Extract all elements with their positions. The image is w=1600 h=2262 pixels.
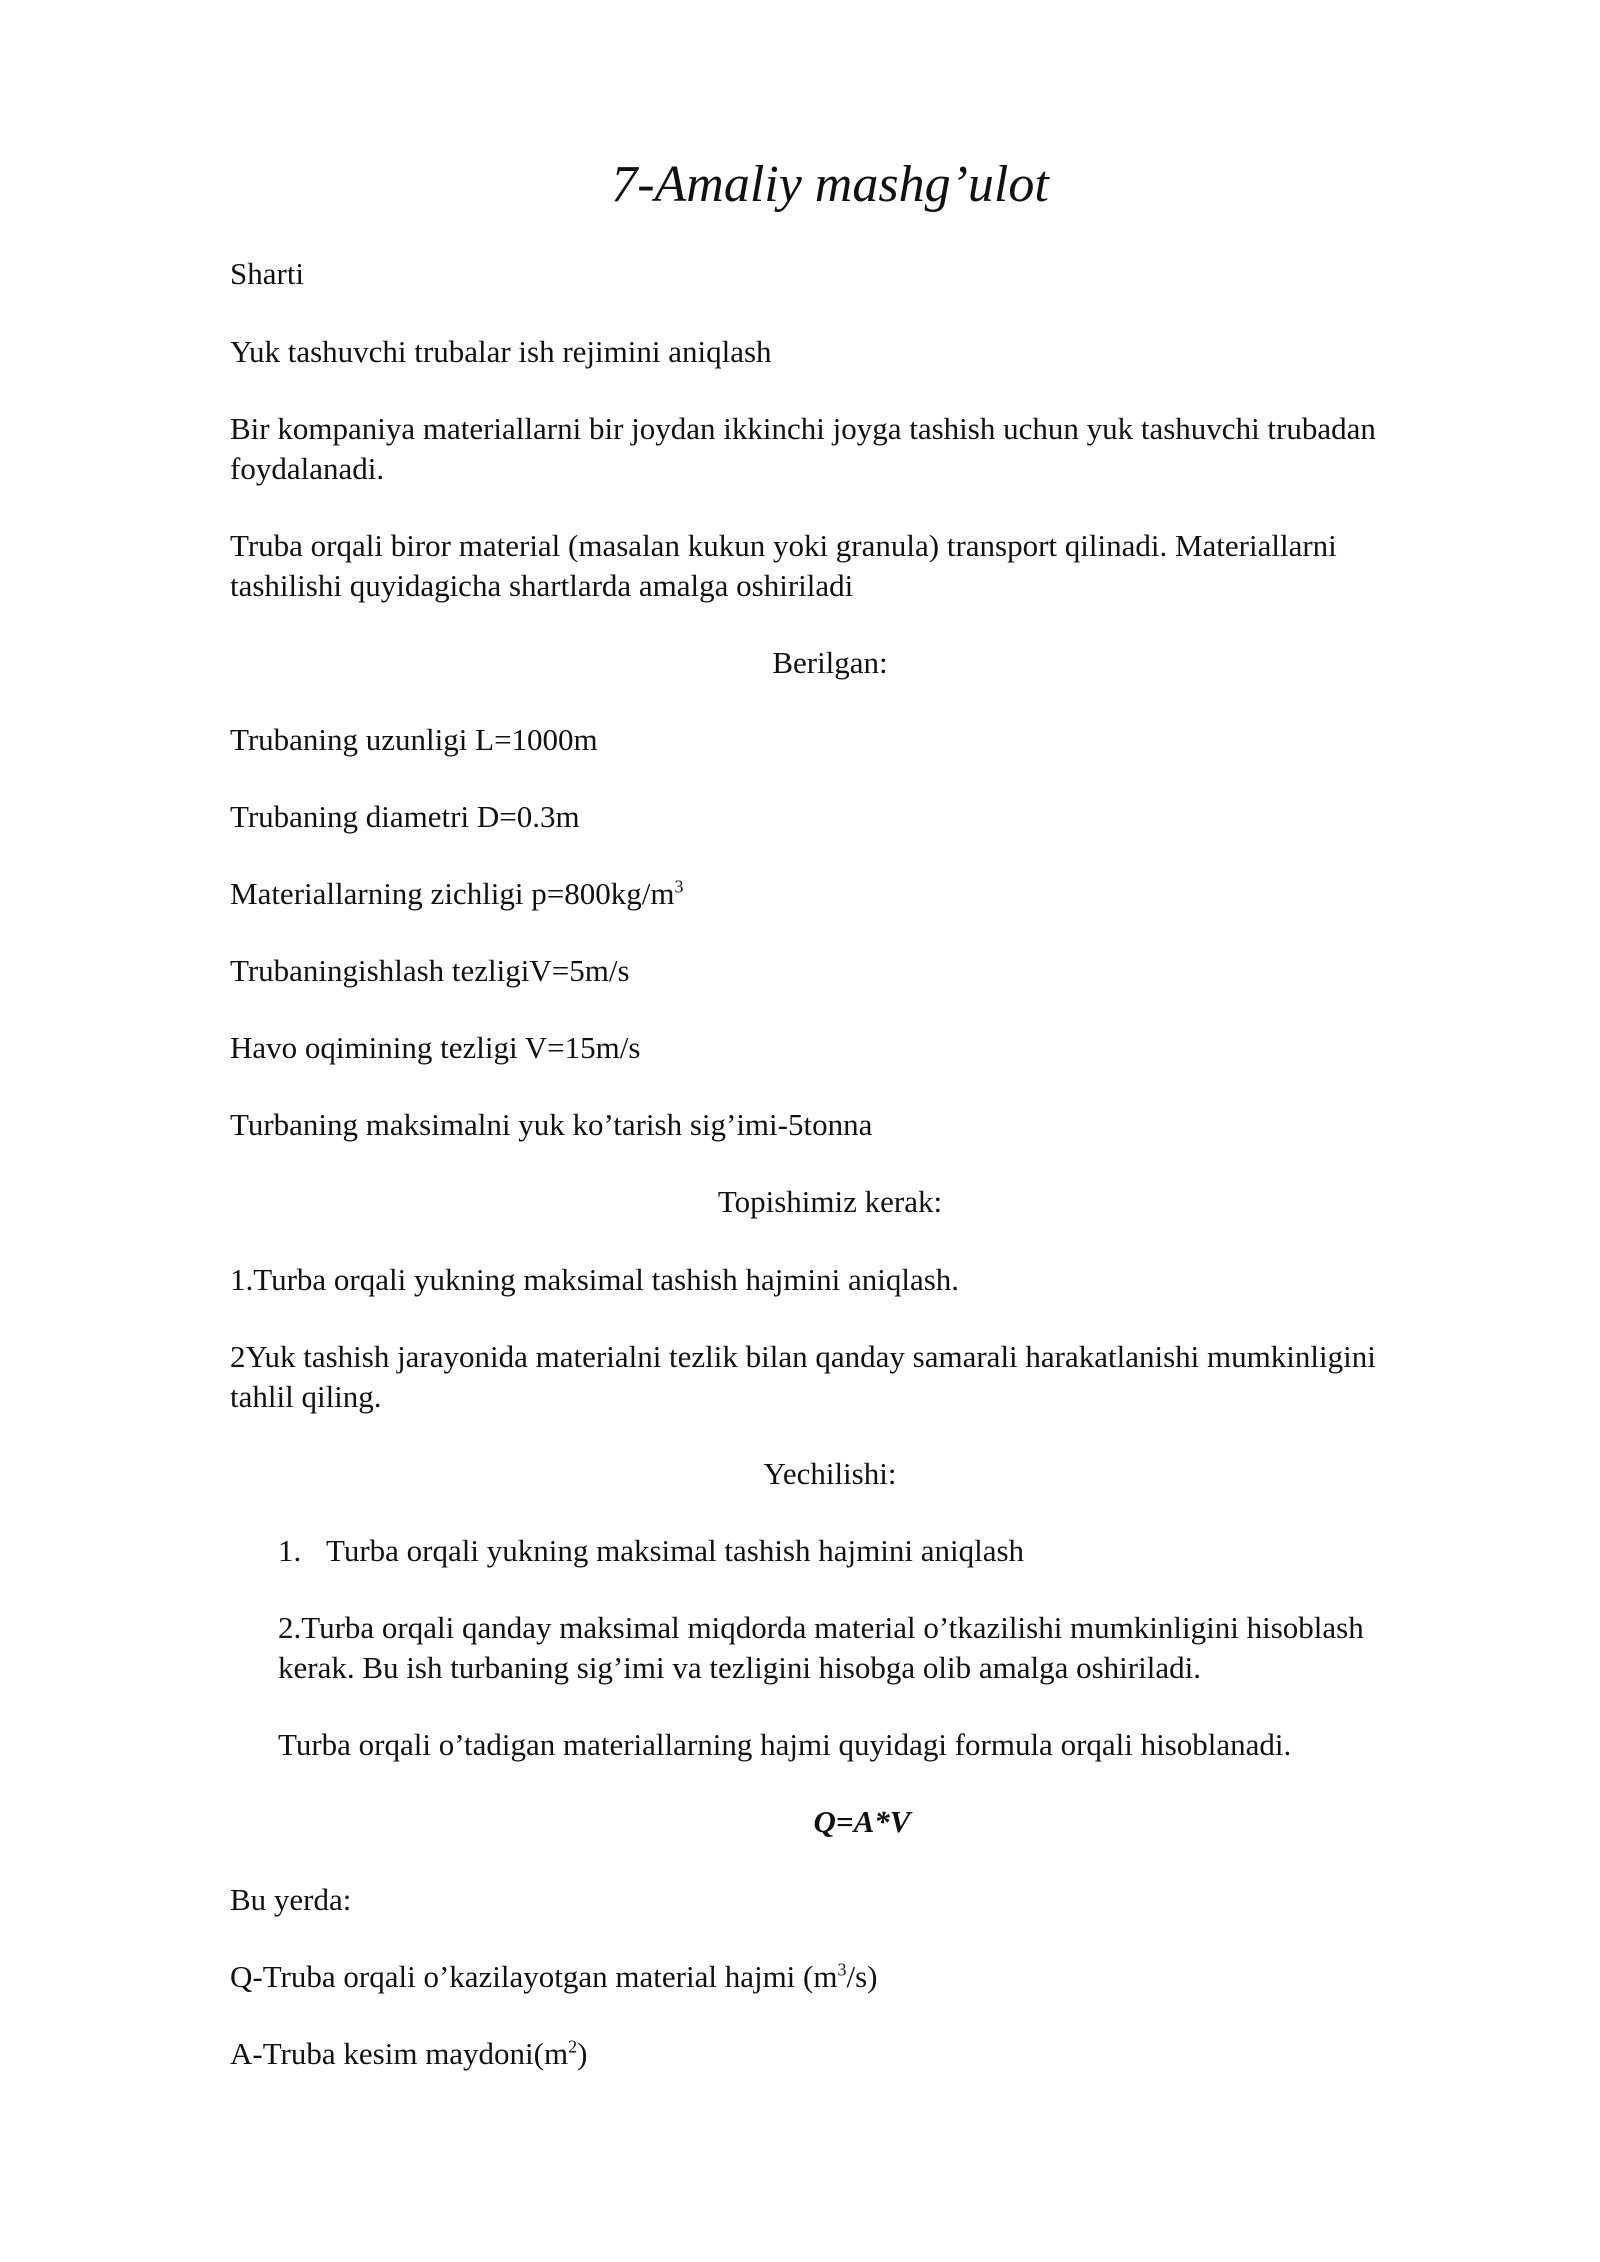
definition-a-text: A-Truba kesim maydoni(m [230, 2036, 569, 2071]
intro-line-2: foydalanadi. [230, 451, 385, 486]
find-item-2-line-1: 2Yuk tashish jarayonida materialni tezlik bilan qanday samarali harakatlanishi mumkinligini [230, 1339, 1376, 1374]
given-density-text: Materiallarning zichligi p=800kg/m [230, 876, 675, 911]
transport-line-1: Truba orqali biror material (masalan kukun yoki granula) transport qilinadi. Materiallarni [230, 528, 1337, 563]
definition-a-sup: 2 [568, 2036, 578, 2057]
solution-step-1 [278, 1531, 1024, 1571]
solution-step-2-line-2: kerak. Bu ish turbaning sig’imi va tezligini hisobga olib amalga oshiriladi. [278, 1650, 1201, 1685]
formula-intro: Turba orqali o’tadigan materiallarning hajmi quyidagi formula orqali hisoblanadi. [278, 1727, 1292, 1762]
intro-paragraph [230, 409, 1376, 489]
solution-step-1-text: Turba orqali yukning maksimal tashish hajmini aniqlash [326, 1533, 1025, 1568]
solution-step-1-number: 1. [278, 1533, 302, 1568]
sharti-label: Sharti [230, 256, 305, 291]
definition-a [230, 2034, 587, 2074]
find-item-2 [230, 1337, 1376, 1417]
intro-line-1: Bir kompaniya materiallarni bir joydan ikkinchi joyga tashish uchun yuk tashuvchi trubadan [230, 411, 1376, 446]
definition-q [230, 1957, 877, 1997]
given-density-sup: 3 [674, 876, 684, 897]
transport-line-2: tashilishi quyidagicha shartlarda amalga oshiriladi [230, 568, 854, 603]
topic-line: Yuk tashuvchi trubalar ish rejimini aniqlash [230, 334, 772, 369]
given-heading: Berilgan: [772, 645, 888, 680]
transport-paragraph [230, 526, 1337, 606]
definition-a-suffix: ) [577, 2036, 588, 2071]
formula: Q=A*V [813, 1804, 911, 1839]
given-diameter: Trubaning diametri D=0.3m [230, 799, 580, 834]
definition-q-sup: 3 [837, 1959, 847, 1980]
given-air-speed: Havo oqimining tezligi V=15m/s [230, 1030, 641, 1065]
definition-q-suffix: /s) [846, 1959, 878, 1994]
find-item-1: 1.Turba orqali yukning maksimal tashish hajmini aniqlash. [230, 1262, 960, 1297]
given-length: Trubaning uzunligi L=1000m [230, 722, 598, 757]
given-capacity: Turbaning maksimalni yuk ko’tarish sig’imi-5tonna [230, 1107, 873, 1142]
solution-step-2-line-1: 2.Turba orqali qanday maksimal miqdorda material o’tkazilishi mumkinligini hisoblash [278, 1610, 1364, 1645]
given-density [230, 874, 684, 914]
definition-q-text: Q-Truba orqali o’kazilayotgan material hajmi (m [230, 1959, 838, 1994]
solution-heading: Yechilishi: [763, 1456, 897, 1491]
find-heading: Topishimiz kerak: [717, 1184, 943, 1219]
where-label: Bu yerda: [230, 1882, 352, 1917]
find-item-2-line-2: tahlil qiling. [230, 1379, 382, 1414]
given-speed: Trubaningishlash tezligiV=5m/s [230, 953, 630, 988]
solution-step-2 [278, 1608, 1364, 1688]
page-title: 7-Amaliy mashg’ulot [611, 156, 1049, 213]
